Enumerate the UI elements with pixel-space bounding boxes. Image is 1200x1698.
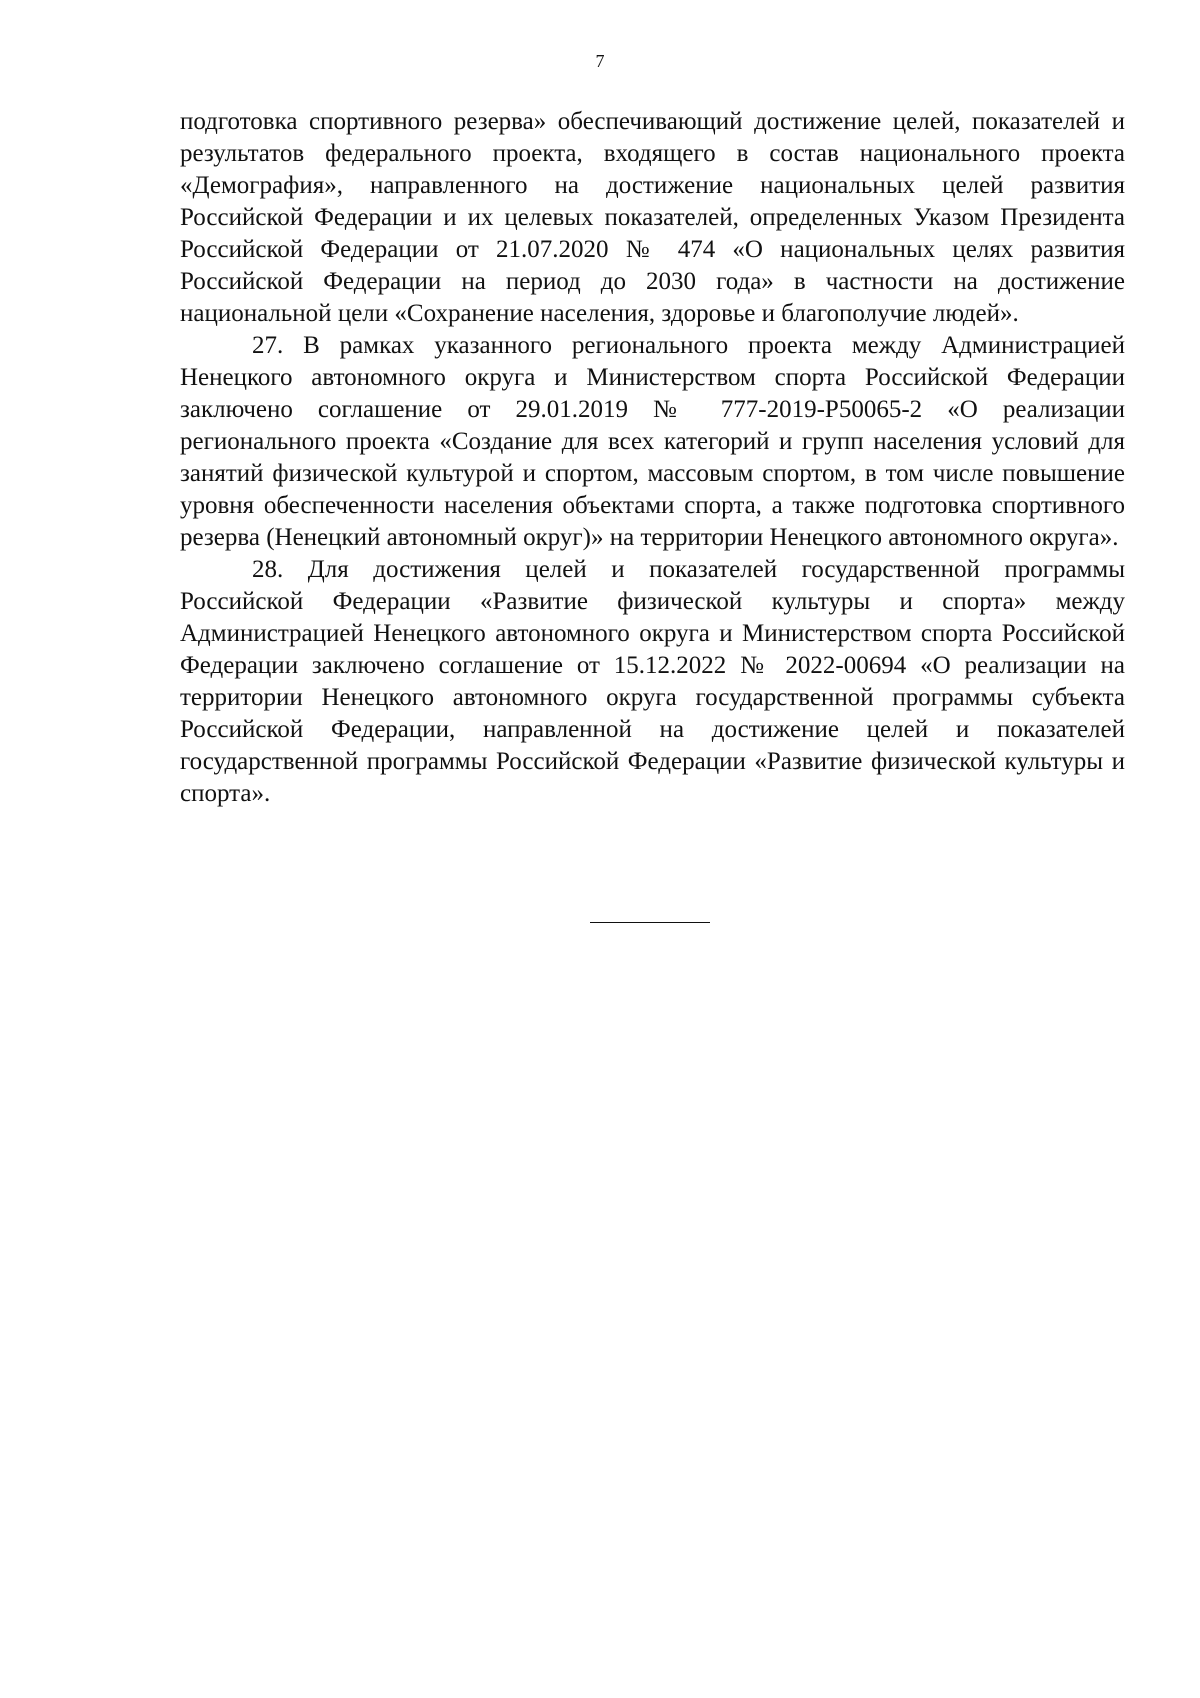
paragraph-continuation: подготовка спортивного резерва» обеспечивающий достижение целей, показателей и результатов федерального проекта, входящего в состав национального проекта «Демография», направленного на достижение национальных целей развития Российской Федерации и их целевых показателей, определенных Указом Президента Российской Федерации от 21.07.2020 № 474 «О национальных целях развития Российской Федерации на период до 2030 года» в частности на достижение национальной цели «Сохранение населения, здоровье и благополучие людей». <box>180 108 1125 327</box>
end-of-document-rule <box>590 922 710 923</box>
paragraph-27: 27. В рамках указанного регионального проекта между Администрацией Ненецкого автономного округа и Министерством спорта Российской Федерации заключено соглашение от 29.01.2019 № 777-2019-P50065-2 «О реализации регионального проекта «Создание для всех категорий и групп населения условий для занятий физической культурой и спортом, массовым спортом, в том числе повышение уровня обеспеченности населения объектами спорта, а также подготовка спортивного резерва (Ненецкий автономный округ)» на территории Ненецкого автономного округа». <box>180 332 1125 551</box>
paragraph-28: 28. Для достижения целей и показателей государственной программы Российской Федерации «Развитие физической культуры и спорта» между Администрацией Ненецкого автономного округа и Министерством спорта Российской Федерации заключено соглашение от 15.12.2022 № 2022-00694 «О реализации на территории Ненецкого автономного округа государственной программы субъекта Российской Федерации, направленной на достижение целей и показателей государственной программы Российской Федерации «Развитие физической культуры и спорта». <box>180 556 1125 807</box>
document-body <box>180 106 1125 810</box>
page-number: 7 <box>595 51 605 71</box>
